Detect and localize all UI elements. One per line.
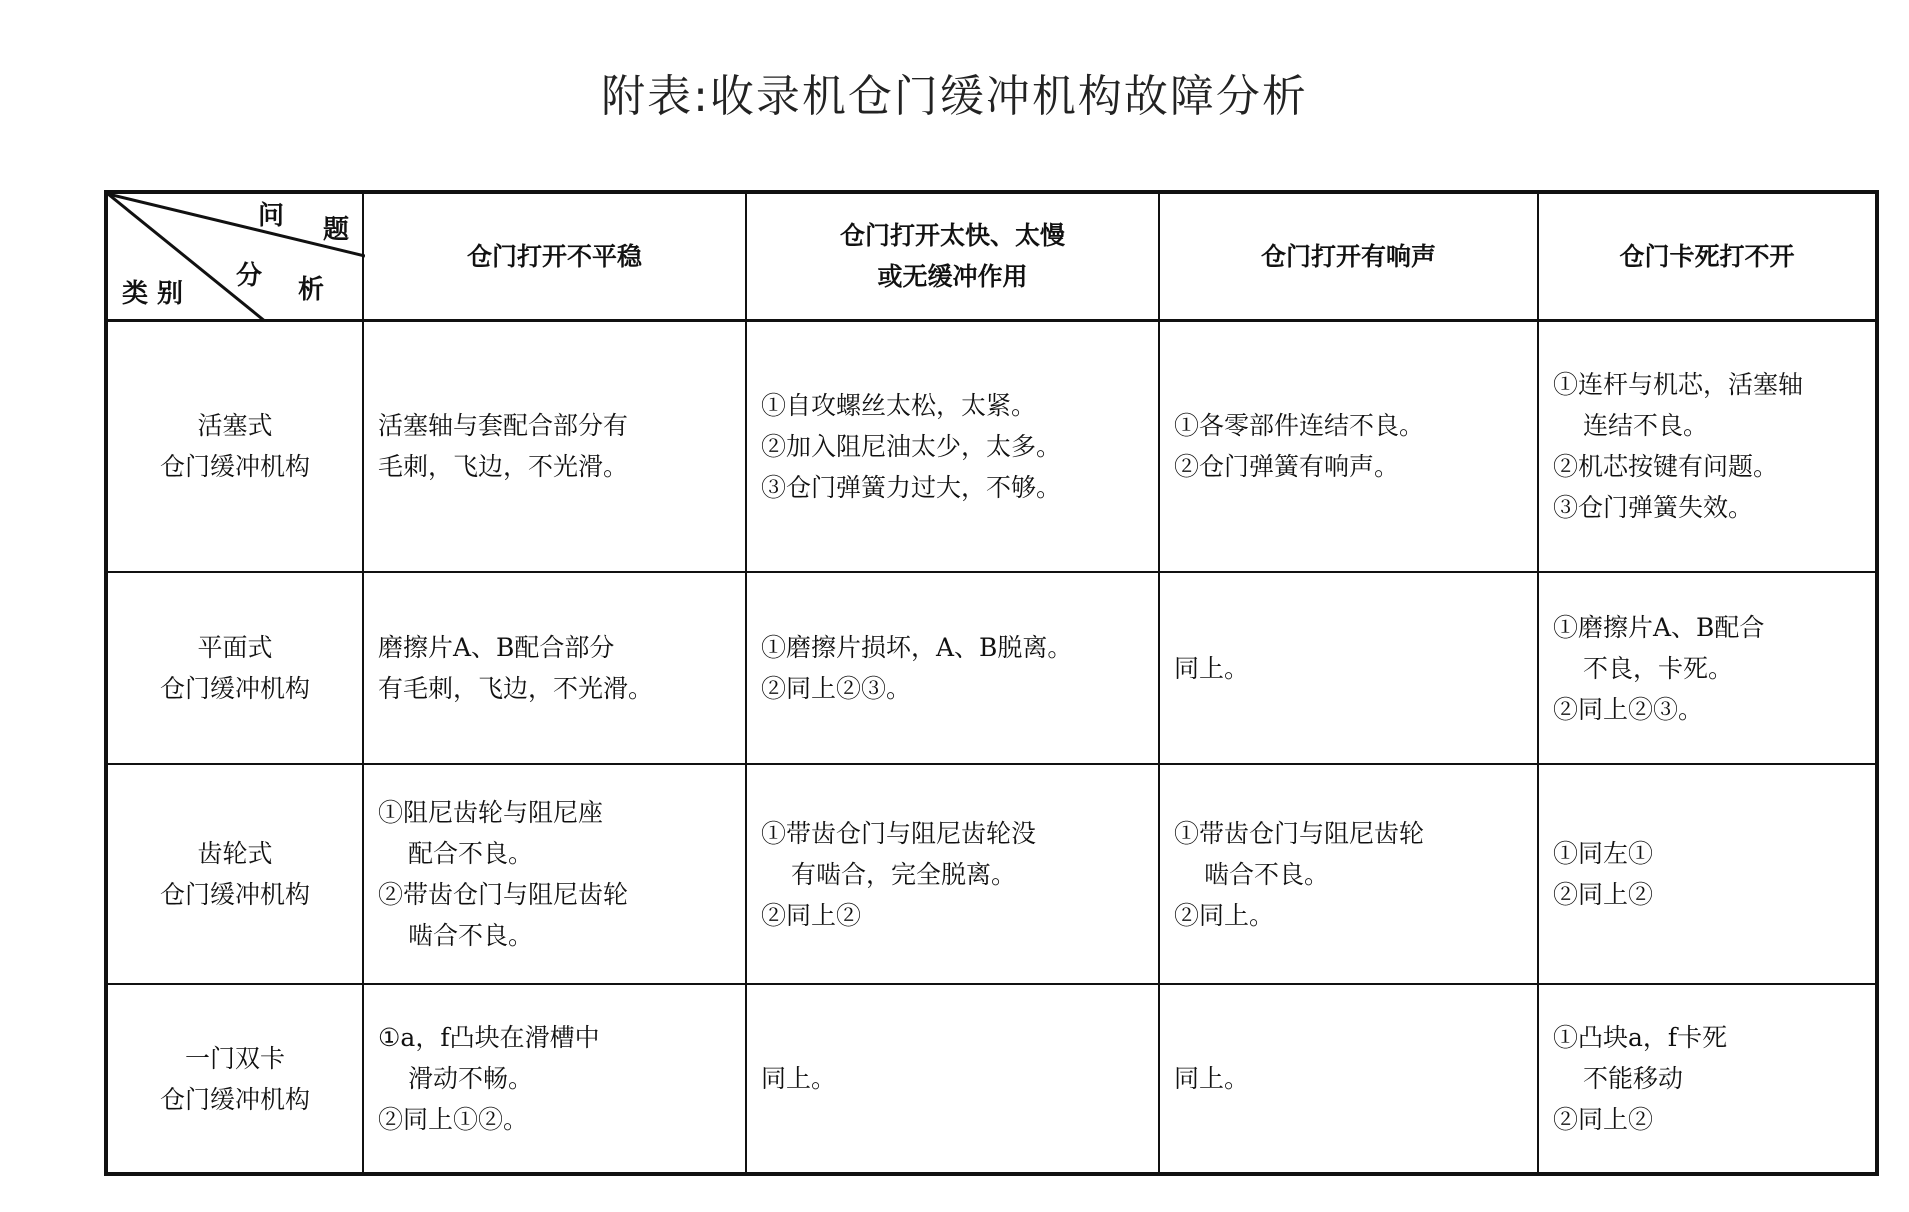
table-cell bbox=[1159, 984, 1538, 1174]
header-row bbox=[106, 192, 1877, 320]
header-text: 或无缓冲作用 bbox=[877, 262, 1028, 292]
cell-text: ②同上② bbox=[761, 900, 862, 930]
category-text: 一门双卡 bbox=[184, 1043, 285, 1073]
cell-text: ③仓门弹簧失效。 bbox=[1553, 493, 1754, 523]
cell-text: 毛刺，飞边，不光滑。 bbox=[378, 452, 629, 482]
header-text: 仓门打开有响声 bbox=[1260, 241, 1436, 271]
cell-text: 有啮合，完全脱离。 bbox=[791, 859, 1017, 889]
cell-text: ②同上②③。 bbox=[761, 674, 912, 703]
category-text: 仓门缓冲机构 bbox=[159, 1084, 310, 1114]
table-cell bbox=[1159, 572, 1538, 764]
header-text: 仓门打开太快、太慢 bbox=[839, 221, 1065, 251]
category-cell bbox=[106, 764, 363, 984]
cell-text: ②同上①②。 bbox=[378, 1105, 529, 1134]
cell-text: 磨擦片A、B配合部分 bbox=[378, 633, 615, 662]
corner-label-xi: 析 bbox=[298, 275, 325, 305]
category-text: 活塞式 bbox=[197, 411, 273, 441]
corner-label-ti: 题 bbox=[323, 215, 350, 245]
cell-text: ①连杆与机芯，活塞轴 bbox=[1553, 370, 1804, 400]
table-cell bbox=[746, 764, 1159, 984]
cell-text: 啮合不良。 bbox=[1204, 859, 1330, 889]
category-text: 仓门缓冲机构 bbox=[159, 880, 310, 909]
cell-text: 同上。 bbox=[761, 1064, 837, 1093]
category-cell bbox=[106, 320, 363, 572]
cell-text: ③仓门弹簧力过大，不够。 bbox=[761, 472, 1062, 502]
table-row bbox=[106, 572, 1877, 764]
cell-text: 配合不良。 bbox=[408, 839, 534, 868]
cell-text: ②同上② bbox=[1553, 1105, 1654, 1134]
category-text: 仓门缓冲机构 bbox=[159, 674, 310, 703]
cell-text: ①磨擦片损坏，A、B脱离。 bbox=[761, 633, 1073, 662]
cell-text: ①同左① bbox=[1553, 839, 1654, 868]
header-cell bbox=[1538, 192, 1877, 320]
table-row bbox=[106, 984, 1877, 1174]
cell-text: 有毛刺，飞边，不光滑。 bbox=[378, 674, 654, 703]
table-cell bbox=[1538, 572, 1877, 764]
cell-text: 同上。 bbox=[1174, 1064, 1250, 1093]
corner-label-wen: 问 bbox=[258, 201, 285, 231]
table-cell bbox=[363, 572, 746, 764]
cell-text: ②加入阻尼油太少，太多。 bbox=[761, 431, 1062, 461]
category-text: 平面式 bbox=[197, 633, 273, 662]
cell-text: ①凸块a，f卡死 bbox=[1553, 1023, 1728, 1052]
corner-header-cell bbox=[106, 192, 363, 320]
header-cell bbox=[746, 192, 1159, 320]
table-cell bbox=[363, 320, 746, 572]
table-cell bbox=[746, 320, 1159, 572]
cell-text: ②仓门弹簧有响声。 bbox=[1174, 452, 1400, 482]
fault-analysis-table bbox=[104, 190, 1879, 1176]
header-text: 仓门打开不平稳 bbox=[466, 241, 642, 271]
corner-label-fen: 分 bbox=[236, 261, 263, 291]
table-cell bbox=[363, 984, 746, 1174]
page-title: 附表:收录机仓门缓冲机构故障分析 bbox=[601, 71, 1308, 122]
table-cell bbox=[363, 764, 746, 984]
cell-text: ①阻尼齿轮与阻尼座 bbox=[378, 798, 604, 827]
cell-text: ①磨擦片A、B配合 bbox=[1553, 612, 1765, 642]
cell-text: 活塞轴与套配合部分有 bbox=[378, 411, 629, 441]
table-cell bbox=[1538, 320, 1877, 572]
cell-text: ②同上。 bbox=[1174, 900, 1275, 930]
cell-text: ①各零部件连结不良。 bbox=[1174, 411, 1425, 441]
category-text: 齿轮式 bbox=[197, 839, 273, 868]
category-text: 仓门缓冲机构 bbox=[159, 452, 310, 482]
table-cell bbox=[746, 984, 1159, 1174]
cell-text: ②带齿仓门与阻尼齿轮 bbox=[378, 880, 629, 909]
cell-text: ②同上② bbox=[1553, 880, 1654, 909]
table-cell bbox=[1538, 764, 1877, 984]
cell-text: 连结不良。 bbox=[1583, 411, 1709, 441]
cell-text: 滑动不畅。 bbox=[408, 1064, 534, 1093]
category-cell bbox=[106, 984, 363, 1174]
cell-text: 不能移动 bbox=[1583, 1064, 1684, 1093]
table-cell bbox=[1538, 984, 1877, 1174]
table-row bbox=[106, 320, 1877, 572]
cell-text: 同上。 bbox=[1174, 653, 1250, 683]
cell-text: ①带齿仓门与阻尼齿轮 bbox=[1174, 818, 1425, 848]
cell-text: 不良，卡死。 bbox=[1583, 653, 1734, 683]
cell-text: ①a，f凸块在滑槽中 bbox=[378, 1023, 600, 1052]
cell-text: ②机芯按键有问题。 bbox=[1553, 452, 1779, 482]
cell-text: ①带齿仓门与阻尼齿轮没 bbox=[761, 818, 1037, 848]
table-cell bbox=[1159, 764, 1538, 984]
table-cell bbox=[746, 572, 1159, 764]
corner-label-category: 类 别 bbox=[122, 279, 184, 309]
table-cell bbox=[1159, 320, 1538, 572]
cell-text: ②同上②③。 bbox=[1553, 694, 1704, 724]
header-cell bbox=[1159, 192, 1538, 320]
category-cell bbox=[106, 572, 363, 764]
cell-text: ①自攻螺丝太松，太紧。 bbox=[761, 390, 1037, 420]
header-text: 仓门卡死打不开 bbox=[1619, 241, 1795, 271]
table-row bbox=[106, 764, 1877, 984]
header-cell bbox=[363, 192, 746, 320]
cell-text: 啮合不良。 bbox=[408, 921, 534, 950]
